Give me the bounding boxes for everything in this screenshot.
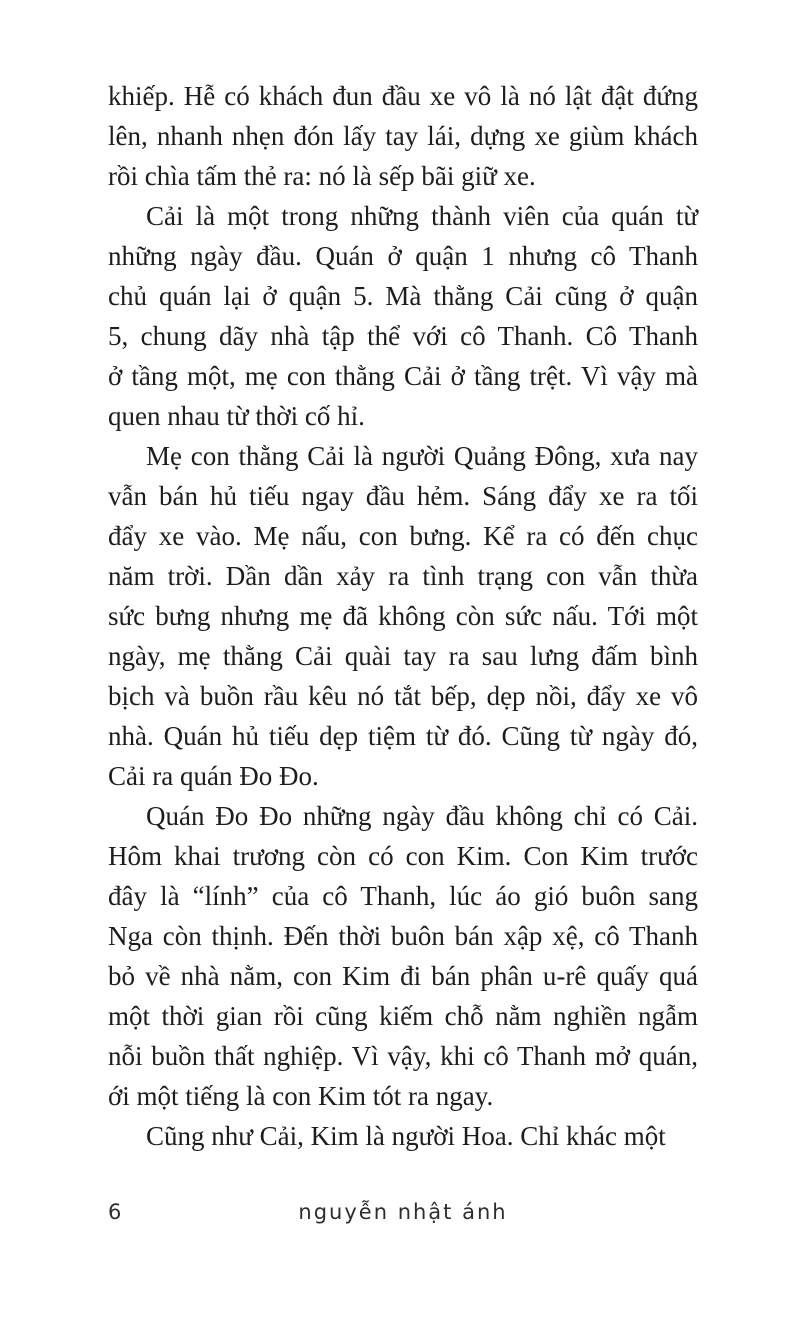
text-line: 5, chung dãy nhà tập thể với cô Thanh. Cô Thanh (108, 321, 698, 351)
text-line: nỗi buồn thất nghiệp. Vì vậy, khi cô Thanh mở quán, (108, 1041, 698, 1071)
text-line: năm trời. Dần dần xảy ra tình trạng con vẫn thừa (108, 561, 698, 591)
text-line: Cải ra quán Đo Đo. (108, 761, 319, 791)
text-line: Cũng như Cải, Kim là người Hoa. Chỉ khác một (146, 1121, 666, 1151)
text-line: vẫn bán hủ tiếu ngay đầu hẻm. Sáng đẩy xe ra tối (108, 481, 698, 511)
text-line: nhà. Quán hủ tiếu dẹp tiệm từ đó. Cũng từ ngày đó, (108, 721, 698, 751)
text-line: rồi chìa tấm thẻ ra: nó là sếp bãi giữ xe. (108, 161, 536, 191)
text-line: khiếp. Hễ có khách đun đầu xe vô là nó lật đật đứng (108, 81, 698, 111)
page-text (108, 76, 698, 1156)
text-line: sức bưng nhưng mẹ đã không còn sức nấu. Tới một (108, 601, 698, 631)
text-line: lên, nhanh nhẹn đón lấy tay lái, dựng xe giùm khách (108, 121, 698, 151)
text-line: ngày, mẹ thằng Cải quài tay ra sau lưng đấm bình (108, 641, 698, 671)
text-line: một thời gian rồi cũng kiếm chỗ nằm nghiền ngẫm (108, 1001, 698, 1031)
text-line: Cải là một trong những thành viên của quán từ (146, 201, 698, 231)
text-line: đây là “lính” của cô Thanh, lúc áo gió buôn sang (108, 881, 698, 911)
text-line: những ngày đầu. Quán ở quận 1 nhưng cô Thanh (108, 241, 698, 271)
text-line: Mẹ con thằng Cải là người Quảng Đông, xưa nay (146, 441, 698, 471)
text-line: bỏ về nhà nằm, con Kim đi bán phân u-rê quấy quá (108, 961, 698, 991)
text-line: ở tầng một, mẹ con thằng Cải ở tầng trệt. Vì vậy mà (108, 361, 698, 391)
text-line: Hôm khai trương còn có con Kim. Con Kim trước (108, 841, 698, 871)
text-line: đẩy xe vào. Mẹ nấu, con bưng. Kể ra có đến chục (108, 521, 698, 551)
text-line: bịch và buồn rầu kêu nó tắt bếp, dẹp nồi, đẩy xe vô (108, 681, 698, 711)
text-line: ới một tiếng là con Kim tót ra ngay. (108, 1081, 494, 1111)
text-line: chủ quán lại ở quận 5. Mà thằng Cải cũng ở quận (108, 281, 698, 311)
running-footer-author: nguyễn nhật ánh (298, 1200, 508, 1224)
page-number: 6 (108, 1200, 122, 1224)
text-line: Nga còn thịnh. Đến thời buôn bán xập xệ, cô Thanh (108, 921, 698, 951)
page-footer (108, 1200, 698, 1234)
text-line: quen nhau từ thời cố hỉ. (108, 401, 365, 431)
text-line: Quán Đo Đo những ngày đầu không chỉ có Cải. (146, 801, 698, 831)
